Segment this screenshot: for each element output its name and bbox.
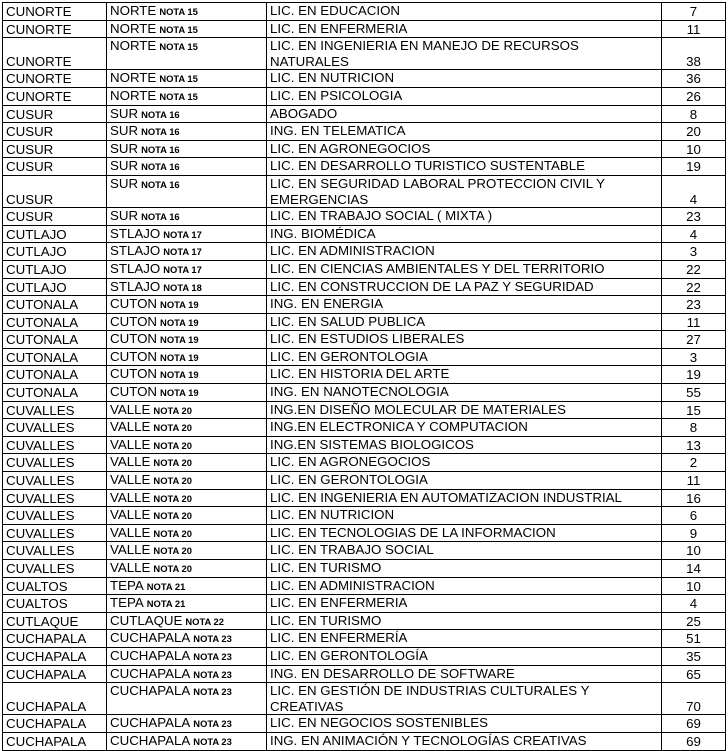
sede-cell xyxy=(107,454,267,472)
campus-cell: CUALTOS xyxy=(3,577,107,595)
cupo-cell: 55 xyxy=(662,384,726,402)
program-cell: LIC. EN EDUCACION xyxy=(267,3,662,21)
sede-name: SUR xyxy=(110,158,139,174)
campus-cell: CUVALLES xyxy=(3,489,107,507)
sede-name: CUTON xyxy=(110,296,158,312)
table-row xyxy=(3,595,726,613)
table-row xyxy=(3,665,726,683)
cupo-cell: 20 xyxy=(662,123,726,141)
sede-cell xyxy=(107,715,267,733)
sede-name: VALLE xyxy=(110,472,151,488)
program-cell: ING. EN TELEMATICA xyxy=(267,123,662,141)
sede-name: TEPA xyxy=(110,595,144,611)
nota-label: NOTA 16 xyxy=(141,108,180,120)
campus-cell: CUVALLES xyxy=(3,472,107,490)
campus-cell: CUTLAJO xyxy=(3,225,107,243)
sede-cell xyxy=(107,175,267,207)
campus-cell: CUSUR xyxy=(3,208,107,226)
sede-name: CUTON xyxy=(110,384,158,400)
nota-label: NOTA 15 xyxy=(159,6,198,17)
cupo-cell: 8 xyxy=(662,419,726,437)
campus-cell: CUSUR xyxy=(3,175,107,207)
sede-name: STLAJO xyxy=(110,278,161,294)
sede-cell xyxy=(107,225,267,243)
sede-name: SUR xyxy=(110,105,139,121)
program-cell: LIC. EN NEGOCIOS SOSTENIBLES xyxy=(267,715,662,733)
nota-label: NOTA 20 xyxy=(153,439,192,451)
program-cell: LIC. EN ENFERMERÍA xyxy=(267,630,662,648)
sede-cell xyxy=(107,630,267,648)
program-cell: ING. EN ANIMACIÓN Y TECNOLOGÍAS CREATIVAS xyxy=(267,732,662,750)
sede-cell xyxy=(107,732,267,750)
sede-name: VALLE xyxy=(110,507,151,523)
sede-name: TEPA xyxy=(110,577,144,593)
cupo-cell: 22 xyxy=(662,278,726,296)
program-cell: ING. EN ENERGIA xyxy=(267,296,662,314)
cupo-cell: 69 xyxy=(662,715,726,733)
nota-label: NOTA 21 xyxy=(146,580,186,592)
program-cell: ING. EN DESARROLLO DE SOFTWARE xyxy=(267,665,662,683)
table-row xyxy=(3,105,726,123)
sede-cell xyxy=(107,20,267,38)
table-row xyxy=(3,260,726,278)
program-cell: ING.EN ELECTRONICA Y COMPUTACION xyxy=(267,419,662,437)
table-row xyxy=(3,296,726,314)
sede-name: NORTE xyxy=(110,87,157,103)
nota-label: NOTA 19 xyxy=(160,316,199,328)
cupo-cell: 16 xyxy=(662,489,726,507)
sede-name: CUCHAPALA xyxy=(110,630,191,646)
programs-table xyxy=(2,2,726,751)
program-cell: LIC. EN CIENCIAS AMBIENTALES Y DEL TERRITORIO xyxy=(267,260,662,278)
sede-name: VALLE xyxy=(110,401,151,417)
table-row xyxy=(3,401,726,419)
campus-cell: CUCHAPALA xyxy=(3,715,107,733)
nota-label: NOTA 23 xyxy=(193,633,232,645)
campus-cell: CUSUR xyxy=(3,105,107,123)
cupo-cell: 36 xyxy=(662,70,726,88)
program-cell: LIC. EN ENFERMERIA xyxy=(267,595,662,613)
nota-label: NOTA 20 xyxy=(153,475,192,487)
sede-cell xyxy=(107,331,267,349)
table-row xyxy=(3,38,726,70)
sede-cell xyxy=(107,208,267,226)
cupo-cell: 11 xyxy=(662,313,726,331)
table-row xyxy=(3,524,726,542)
table-row xyxy=(3,612,726,630)
sede-cell xyxy=(107,243,267,261)
campus-cell: CUVALLES xyxy=(3,436,107,454)
sede-name: CUCHAPALA xyxy=(110,665,191,681)
nota-label: NOTA 16 xyxy=(141,126,180,138)
sede-name: STLAJO xyxy=(110,225,161,241)
sede-cell xyxy=(107,3,267,21)
sede-cell xyxy=(107,260,267,278)
table-row xyxy=(3,507,726,525)
cupo-cell: 3 xyxy=(662,243,726,261)
cupo-cell: 2 xyxy=(662,454,726,472)
table-row xyxy=(3,87,726,105)
program-cell: LIC. EN TECNOLOGIAS DE LA INFORMACION xyxy=(267,524,662,542)
sede-name: SUR xyxy=(110,175,139,191)
campus-cell: CUTONALA xyxy=(3,366,107,384)
sede-name: VALLE xyxy=(110,542,151,558)
campus-cell: CUTONALA xyxy=(3,296,107,314)
nota-label: NOTA 16 xyxy=(141,178,180,190)
sede-cell xyxy=(107,683,267,715)
program-cell: LIC. EN TURISMO xyxy=(267,560,662,578)
sede-name: NORTE xyxy=(110,70,157,86)
sede-name: CUCHAPALA xyxy=(110,683,191,699)
nota-label: NOTA 23 xyxy=(193,735,232,747)
sede-cell xyxy=(107,560,267,578)
sede-name: SUR xyxy=(110,123,139,139)
sede-name: NORTE xyxy=(110,20,157,36)
sede-name: CUCHAPALA xyxy=(110,647,191,663)
campus-cell: CUSUR xyxy=(3,140,107,158)
program-cell: LIC. EN SALUD PUBLICA xyxy=(267,313,662,331)
nota-label: NOTA 19 xyxy=(160,351,199,363)
cupo-cell: 23 xyxy=(662,296,726,314)
cupo-cell: 15 xyxy=(662,401,726,419)
campus-cell: CUCHAPALA xyxy=(3,665,107,683)
sede-name: VALLE xyxy=(110,436,151,452)
campus-cell: CUVALLES xyxy=(3,524,107,542)
cupo-cell: 8 xyxy=(662,105,726,123)
campus-cell: CUCHAPALA xyxy=(3,732,107,750)
program-cell: ING. BIOMÉDICA xyxy=(267,225,662,243)
campus-cell: CUNORTE xyxy=(3,3,107,21)
table-row xyxy=(3,70,726,88)
program-cell: LIC. EN NUTRICION xyxy=(267,507,662,525)
cupo-cell: 10 xyxy=(662,577,726,595)
campus-cell: CUCHAPALA xyxy=(3,647,107,665)
program-cell: LIC. EN GERONTOLOGIA xyxy=(267,472,662,490)
cupo-cell: 4 xyxy=(662,595,726,613)
table-row xyxy=(3,560,726,578)
campus-cell: CUSUR xyxy=(3,158,107,176)
sede-cell xyxy=(107,577,267,595)
sede-name: VALLE xyxy=(110,454,151,470)
campus-cell: CUVALLES xyxy=(3,507,107,525)
nota-label: NOTA 17 xyxy=(163,246,202,258)
nota-label: NOTA 15 xyxy=(159,73,198,85)
cupo-cell: 19 xyxy=(662,158,726,176)
cupo-cell: 23 xyxy=(662,208,726,226)
nota-label: NOTA 23 xyxy=(193,650,232,662)
sede-name: CUCHAPALA xyxy=(110,732,191,748)
cupo-cell: 22 xyxy=(662,260,726,278)
nota-label: NOTA 19 xyxy=(160,387,199,399)
table-row xyxy=(3,436,726,454)
table-row xyxy=(3,278,726,296)
nota-label: NOTA 17 xyxy=(163,228,202,240)
sede-cell xyxy=(107,296,267,314)
program-cell: LIC. EN INGENIERIA EN AUTOMATIZACION INDUSTRIAL xyxy=(267,489,662,507)
sede-cell xyxy=(107,313,267,331)
program-cell: LIC. EN ENFERMERIA xyxy=(267,20,662,38)
cupo-cell: 14 xyxy=(662,560,726,578)
campus-cell: CUCHAPALA xyxy=(3,683,107,715)
nota-label: NOTA 16 xyxy=(141,211,180,223)
campus-cell: CUNORTE xyxy=(3,87,107,105)
nota-label: NOTA 16 xyxy=(141,143,180,155)
table-row xyxy=(3,454,726,472)
campus-cell: CUTONALA xyxy=(3,331,107,349)
sede-cell xyxy=(107,507,267,525)
table-row xyxy=(3,208,726,226)
sede-name: VALLE xyxy=(110,419,151,435)
campus-cell: CUNORTE xyxy=(3,38,107,70)
campus-cell: CUSUR xyxy=(3,123,107,141)
program-cell: LIC. EN TRABAJO SOCIAL xyxy=(267,542,662,560)
program-cell: LIC. EN DESARROLLO TURISTICO SUSTENTABLE xyxy=(267,158,662,176)
sede-cell xyxy=(107,278,267,296)
table-row xyxy=(3,225,726,243)
nota-label: NOTA 20 xyxy=(153,563,192,574)
table-row xyxy=(3,123,726,141)
cupo-cell: 38 xyxy=(662,38,726,70)
cupo-cell: 10 xyxy=(662,542,726,560)
campus-cell: CUALTOS xyxy=(3,595,107,613)
cupo-cell: 35 xyxy=(662,647,726,665)
campus-cell: CUCHAPALA xyxy=(3,630,107,648)
sede-cell xyxy=(107,436,267,454)
program-cell: ING. EN NANOTECNOLOGIA xyxy=(267,384,662,402)
program-cell: LIC. EN TRABAJO SOCIAL ( MIXTA ) xyxy=(267,208,662,226)
nota-label: NOTA 20 xyxy=(153,422,192,434)
program-cell: LIC. EN HISTORIA DEL ARTE xyxy=(267,366,662,384)
sede-name: NORTE xyxy=(110,38,157,54)
nota-label: NOTA 20 xyxy=(153,457,192,469)
sede-cell xyxy=(107,348,267,366)
campus-cell: CUTONALA xyxy=(3,313,107,331)
campus-cell: CUVALLES xyxy=(3,419,107,437)
program-cell: LIC. EN ESTUDIOS LIBERALES xyxy=(267,331,662,349)
cupo-cell: 51 xyxy=(662,630,726,648)
sede-cell xyxy=(107,140,267,158)
nota-label: NOTA 21 xyxy=(146,598,186,610)
sede-name: STLAJO xyxy=(110,243,161,259)
sede-cell xyxy=(107,524,267,542)
table-row xyxy=(3,243,726,261)
table-row xyxy=(3,647,726,665)
cupo-cell: 4 xyxy=(662,225,726,243)
sede-cell xyxy=(107,366,267,384)
sede-cell xyxy=(107,472,267,490)
sede-cell xyxy=(107,665,267,683)
table-row xyxy=(3,158,726,176)
campus-cell: CUTLAQUE xyxy=(3,612,107,630)
table-row xyxy=(3,472,726,490)
nota-label: NOTA 15 xyxy=(159,90,198,102)
table-row xyxy=(3,489,726,507)
sede-cell xyxy=(107,158,267,176)
program-cell: LIC. EN ADMINISTRACION xyxy=(267,577,662,595)
table-row xyxy=(3,683,726,715)
campus-cell: CUVALLES xyxy=(3,542,107,560)
cupo-cell: 4 xyxy=(662,175,726,207)
nota-label: NOTA 20 xyxy=(153,527,192,539)
sede-cell xyxy=(107,612,267,630)
sede-name: VALLE xyxy=(110,489,151,505)
nota-label: NOTA 22 xyxy=(185,615,224,627)
cupo-cell: 26 xyxy=(662,87,726,105)
sede-name: CUTLAQUE xyxy=(110,612,183,628)
nota-label: NOTA 17 xyxy=(163,263,202,275)
cupo-cell: 13 xyxy=(662,436,726,454)
sede-cell xyxy=(107,70,267,88)
nota-label: NOTA 20 xyxy=(153,404,192,416)
campus-cell: CUVALLES xyxy=(3,401,107,419)
program-cell: ABOGADO xyxy=(267,105,662,123)
campus-cell: CUTLAJO xyxy=(3,260,107,278)
sede-cell xyxy=(107,123,267,141)
program-cell: ING.EN SISTEMAS BIOLOGICOS xyxy=(267,436,662,454)
cupo-cell: 7 xyxy=(662,3,726,21)
table-row xyxy=(3,419,726,437)
cupo-cell: 69 xyxy=(662,732,726,750)
table-row xyxy=(3,715,726,733)
table-row xyxy=(3,348,726,366)
sede-name: STLAJO xyxy=(110,260,161,276)
cupo-cell: 3 xyxy=(662,348,726,366)
program-cell: LIC. EN INGENIERIA EN MANEJO DE RECURSOS NATURALES xyxy=(267,38,662,70)
nota-label: NOTA 15 xyxy=(159,41,198,53)
nota-label: NOTA 15 xyxy=(159,23,198,35)
sede-cell xyxy=(107,542,267,560)
sede-name: CUTON xyxy=(110,348,158,364)
sede-cell xyxy=(107,595,267,613)
sede-cell xyxy=(107,401,267,419)
cupo-cell: 11 xyxy=(662,472,726,490)
cupo-cell: 10 xyxy=(662,140,726,158)
sede-name: CUCHAPALA xyxy=(110,715,191,731)
program-cell: LIC. EN CONSTRUCCION DE LA PAZ Y SEGURIDAD xyxy=(267,278,662,296)
cupo-cell: 6 xyxy=(662,507,726,525)
program-cell: LIC. EN GERONTOLOGIA xyxy=(267,348,662,366)
table-row xyxy=(3,630,726,648)
nota-label: NOTA 19 xyxy=(160,299,199,311)
table-row xyxy=(3,577,726,595)
nota-label: NOTA 23 xyxy=(193,686,232,698)
program-cell: ING.EN DISEÑO MOLECULAR DE MATERIALES xyxy=(267,401,662,419)
nota-label: NOTA 20 xyxy=(153,545,192,557)
sede-name: VALLE xyxy=(110,560,151,575)
program-cell: LIC. EN GESTIÓN DE INDUSTRIAS CULTURALES Y CREATIVAS xyxy=(267,683,662,715)
program-cell: LIC. EN AGRONEGOCIOS xyxy=(267,140,662,158)
sede-cell xyxy=(107,87,267,105)
sede-name: NORTE xyxy=(110,3,157,18)
sede-name: CUTON xyxy=(110,331,158,347)
table-row xyxy=(3,175,726,207)
program-cell: LIC. EN ADMINISTRACION xyxy=(267,243,662,261)
program-cell: LIC. EN NUTRICION xyxy=(267,70,662,88)
nota-label: NOTA 18 xyxy=(163,281,202,293)
nota-label: NOTA 23 xyxy=(193,718,232,730)
campus-cell: CUVALLES xyxy=(3,454,107,472)
cupo-cell: 70 xyxy=(662,683,726,715)
cupo-cell: 65 xyxy=(662,665,726,683)
table-row xyxy=(3,331,726,349)
table-row xyxy=(3,3,726,21)
programs-table-body xyxy=(3,3,726,751)
table-row xyxy=(3,542,726,560)
sede-name: SUR xyxy=(110,140,139,156)
program-cell: LIC. EN AGRONEGOCIOS xyxy=(267,454,662,472)
sede-cell xyxy=(107,419,267,437)
sede-name: VALLE xyxy=(110,524,151,540)
nota-label: NOTA 20 xyxy=(153,492,192,504)
sede-name: SUR xyxy=(110,208,139,224)
cupo-cell: 25 xyxy=(662,612,726,630)
program-cell: LIC. EN TURISMO xyxy=(267,612,662,630)
program-cell: LIC. EN SEGURIDAD LABORAL PROTECCION CIVIL Y EMERGENCIAS xyxy=(267,175,662,207)
sede-name: CUTON xyxy=(110,366,158,382)
nota-label: NOTA 19 xyxy=(160,334,199,346)
cupo-cell: 27 xyxy=(662,331,726,349)
campus-cell: CUTONALA xyxy=(3,384,107,402)
sede-name: CUTON xyxy=(110,313,158,329)
table-row xyxy=(3,313,726,331)
nota-label: NOTA 20 xyxy=(153,510,192,522)
sede-cell xyxy=(107,489,267,507)
cupo-cell: 19 xyxy=(662,366,726,384)
table-row xyxy=(3,732,726,750)
sede-cell xyxy=(107,384,267,402)
nota-label: NOTA 19 xyxy=(160,369,199,381)
table-row xyxy=(3,384,726,402)
campus-cell: CUTLAJO xyxy=(3,278,107,296)
sede-cell xyxy=(107,647,267,665)
cupo-cell: 11 xyxy=(662,20,726,38)
cupo-cell: 9 xyxy=(662,524,726,542)
table-row xyxy=(3,140,726,158)
campus-cell: CUTONALA xyxy=(3,348,107,366)
campus-cell: CUNORTE xyxy=(3,70,107,88)
table-row xyxy=(3,366,726,384)
table-row xyxy=(3,20,726,38)
program-cell: LIC. EN GERONTOLOGÍA xyxy=(267,647,662,665)
sede-cell xyxy=(107,38,267,70)
nota-label: NOTA 16 xyxy=(141,161,180,173)
sede-cell xyxy=(107,105,267,123)
program-cell: LIC. EN PSICOLOGIA xyxy=(267,87,662,105)
nota-label: NOTA 23 xyxy=(193,668,232,680)
campus-cell: CUNORTE xyxy=(3,20,107,38)
campus-cell: CUTLAJO xyxy=(3,243,107,261)
campus-cell: CUVALLES xyxy=(3,560,107,578)
